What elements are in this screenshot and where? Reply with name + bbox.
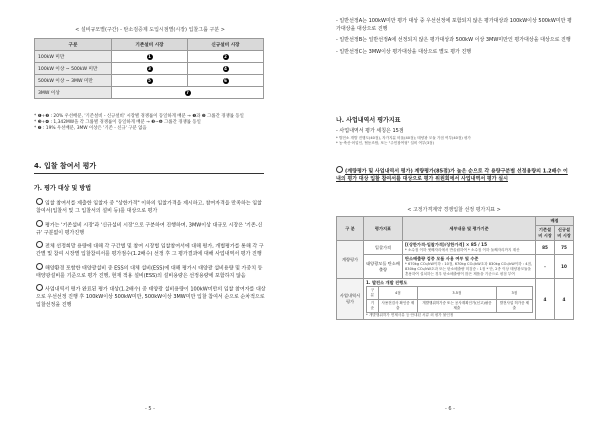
detail-cell: 1. 발전소 개발 진행도 구분 4점 3.5점 3점 기준 사용전검사 확인증 제출 개발행위허가증 또는 공사계획인가(신고)필증 제출 발전사업 허가증 제출 * 개발행위허가 면제사유 등 안내된 서류 외 평가 불인정 (364, 279, 536, 320)
detail-cell: [(상한가격-입찰가격)/상한가격] × 85 / 15 * 소수점 이하 셋째자리에서 반올림하여 * 소수점 이하 둘째자리까지 계산 (403, 241, 536, 255)
sub-cell: 개발행위허가증 또는 공사계획인가(신고)필증 제출 (418, 300, 497, 313)
sub-cell: 사용전검사 확인증 제출 (378, 300, 417, 313)
sub-header: 4점 (378, 287, 417, 300)
list-item: 평가는 '기존설비 시장'과 '신규설비 시장'으로 구분하여 진행하며, 3MW이상 대규모 시장은 '기존-신규' 구분없이 평가진행 (36, 220, 268, 238)
note-line: * ❸+❹ : 1,342MW을 각 그룹별 경쟁률이 동일하게 배분 → ❸~❻ 그룹간 경쟁률 동일 (34, 120, 201, 125)
group-label: 사업내역서 평가 (337, 279, 364, 320)
table-row (337, 255, 574, 279)
table-row (337, 279, 574, 320)
note-line: * 발전소 개발 진행도(40점), 자가지분 비율(40점); 태양광 모듈 가점 여부(40점) 평가 (336, 135, 471, 140)
right-page (300, 0, 600, 424)
row-label: 100kW 이상 ~ 500kW 미만 (35, 63, 112, 75)
row-label: 3MW 이상 (35, 87, 112, 99)
detail-cell: 탄소배출량 검증 모듈 사용 여부 및 수준 * 670kg CO₂/kW이하 : 10점, 670kg CO₂/kW초과 830kg CO₂/kW이하 : 4점, 830kg CO₂/kW초과 또는 탄소배출량 미검증 : 1점 * 단, 2종 이상 태양광모듈을 혼용하여 설치하는 경우 탄소배출량이 많은 제품을 기준으로 평점 부여 (403, 255, 536, 279)
intro-text (336, 128, 572, 146)
note-line: * 농·축산·어업인, 협동조합, 또는 "주민참여형" 설비 여부(3점) (336, 140, 434, 145)
group-number: 7 (186, 89, 189, 95)
table-notes (34, 114, 270, 132)
score: 4 (536, 279, 555, 320)
score: 4 (555, 279, 574, 320)
table-header: 신규설비 시장 (188, 39, 264, 51)
sub-cell: 기준 (367, 300, 379, 313)
score: - (536, 255, 555, 279)
table-caption: < 고정가격계약 경쟁입찰 선정 평가지표 > (407, 207, 501, 213)
table-row (35, 87, 264, 99)
list-item: 사업내역서 평가 완료된 평가 대상(1.2배수) 중 태양광 설비용량이 100kW미만의 입찰 참여자를 대상으로 우선선정 진행 후 100kW이상 500kW미만, 500kW이상 3MW미만 입찰 참여서 순으로 순차적으로 입찰선정을 진행 (36, 284, 268, 309)
score: 10 (555, 255, 574, 279)
subsection-title: 나. 사업내역서 평가지표 (336, 117, 401, 124)
group-label: 계량평가 (337, 241, 364, 279)
note-line: * ❼ : 19% 우선배분, 3MW 이상은 '기존 - 신규' 구분 없음 (34, 126, 147, 131)
list-item: - 일반선정B는 일반선정A에 선정되지 않은 평가대상과 500kW 이상 3MW미만인 평가대상을 대상으로 진행 (336, 37, 571, 43)
list-item: - 일반선정A는 100kW미만 평가 대상 중 우선선정에 포함되지 않은 평가대상과 100kW이상 500kW미만 평가대상을 대상으로 진행 (336, 18, 572, 32)
table-header: 기존설비 시장 (112, 39, 188, 51)
row-label: 500kW 이상 ~ 3MW 미만 (35, 75, 112, 87)
evaluation-table (336, 216, 574, 320)
circle-bullet-icon (36, 198, 43, 205)
section-title: 4. 입찰 참여서 평가 (34, 162, 97, 170)
group-number: 1 (148, 53, 151, 59)
group-number: 5 (148, 77, 151, 83)
sub-header: 3.5점 (418, 287, 497, 300)
table-header: 배점 (536, 217, 574, 226)
sub-cell: 발전사업 허가증 제출 (496, 300, 532, 313)
circle-bullet-icon (36, 284, 43, 291)
table-row (35, 75, 264, 87)
score: 85 (536, 241, 555, 255)
note-line: * ❶+❷ : 20% 우선배분, '기존설비 - 신규설비' 시장별 경쟁률이 동일하게 배분 → ❶과 ❷ 그룹간 경쟁률 동일 (34, 114, 244, 119)
group-table (34, 38, 264, 99)
page-number: - 5 - (145, 406, 155, 412)
circle-bullet-icon (336, 166, 343, 173)
table-row (337, 241, 574, 255)
group-number: 3 (148, 65, 151, 71)
list-item: 전체 선정희망 용량에 대해 각 구간별 및 참여 시장별 입찰참여서에 대해 평가, 개별평가를 통해 각 구간별 및 참여 시장별 입찰참여서를 평가점수(1.2배수) 선정 후 그 평가결과에 대해 사업내역서 평가 진행 (36, 241, 268, 259)
table-row (35, 63, 264, 75)
table-row (35, 51, 264, 63)
subsection-title: 가. 평가 대상 및 방법 (34, 185, 92, 192)
list-item: 해양환경 포함한 태양광설비 중 ESS의 대체 설비(ESS)에 대해 평가시 태양광 설비용량 및 가중치 등 태양광설비를 기준으로 평가 진행, 현재 적용 설비(ESS)의 설비용량은 선정용량에 포함하지 않음 (36, 263, 268, 281)
page-number: - 6 - (445, 406, 455, 412)
indicator: 입찰가격 (364, 241, 403, 255)
circle-bullet-icon (36, 241, 43, 248)
group-number: 4 (224, 65, 227, 71)
circle-bullet-icon (36, 220, 43, 227)
table-header: 기존설비 시장 (536, 226, 555, 241)
list-item: - 사업내역서 평가 세칭은 15점 (336, 128, 404, 134)
table-header: 평가지표 (364, 217, 403, 241)
table-caption: < 설비규모별(구간) - 탄소검증제 도입시점별(시장) 입찰그룹 구분 > (75, 27, 225, 33)
section-divider (34, 173, 264, 174)
indicator: 태양광모듈 탄소배출량 (364, 255, 403, 279)
table-header: 구 분 (337, 217, 364, 241)
sub-header: 구분 (367, 287, 379, 300)
group-number: 6 (224, 77, 227, 83)
sub-header: 3점 (496, 287, 532, 300)
table-header: 세부내용 및 평가기준 (403, 217, 536, 241)
bullet-list (36, 198, 268, 309)
list-item: - 일반선정C는 3MW이상 평가대상을 대상으로 별도 평가 진행 (336, 48, 472, 55)
circle-bullet-icon (36, 263, 43, 270)
group-number: 2 (224, 53, 227, 59)
highlight-paragraph: (계량평가 및 사업내역서 평가) 계량평가(85점)가 높은 순으로 각 용량구분별 선정용량의 1.2배수 이내의 평가 대상 입찰 참여서를 대상으로 평가 위원회에서 사업내역서 평가 실시 (336, 166, 572, 184)
score: 75 (555, 241, 574, 255)
table-header: 신규설비 시장 (555, 226, 574, 241)
list-item: 입찰 참여서를 제출한 입찰자 중 "상한가격" 이하의 입찰가격을 제시하고, 참여자격을 만족하는 입찰 참여서(입찰서 및 그 입찰서의 설비 등)를 대상으로 평가 (36, 198, 268, 216)
row-label: 100kW 미만 (35, 51, 112, 63)
sub-table (366, 286, 533, 313)
selection-list (336, 18, 572, 56)
table-header: 구분 (35, 39, 112, 51)
